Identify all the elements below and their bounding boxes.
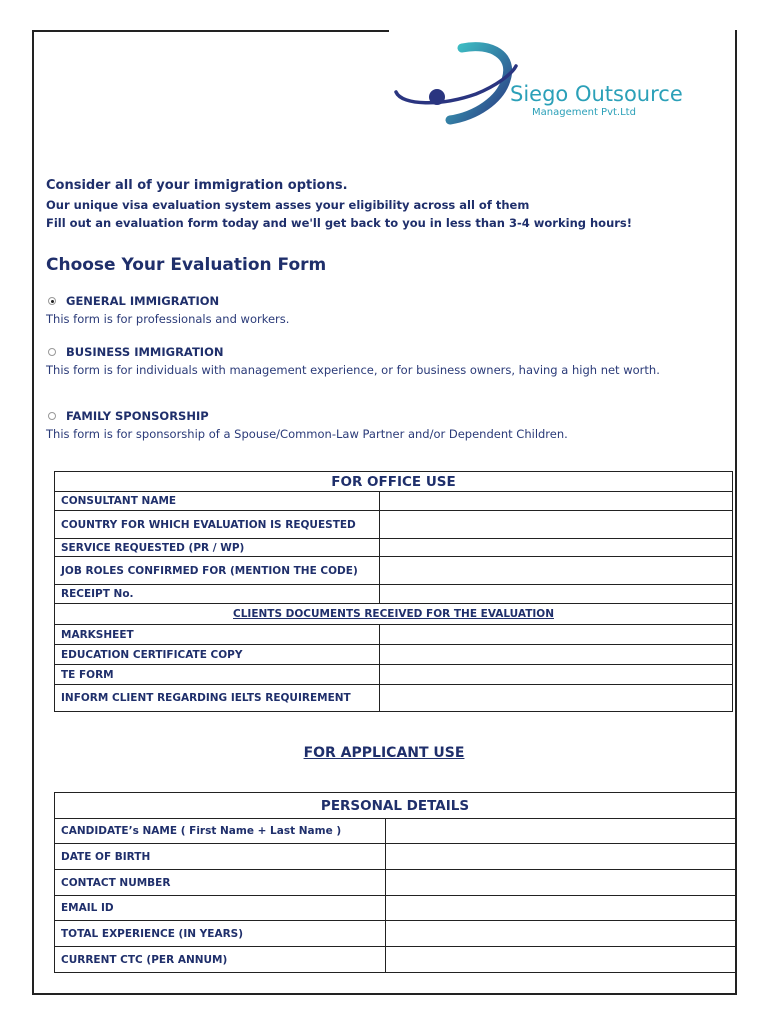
value-cell[interactable] (380, 665, 733, 685)
value-cell[interactable] (380, 685, 733, 712)
table-row (55, 819, 736, 844)
company-logo (392, 40, 722, 130)
table-row (55, 492, 733, 511)
value-cell[interactable] (380, 557, 733, 585)
table-row (55, 511, 733, 539)
option-label: GENERAL IMMIGRATION (66, 294, 220, 308)
intro-line-3: Fill out an evaluation form today and we'll get back to you in less than 3-4 working hours! (46, 216, 633, 230)
table-row (55, 844, 736, 870)
choose-form-title: Choose Your Evaluation Form (46, 255, 327, 275)
orbit-logo-icon (392, 40, 522, 130)
value-cell[interactable] (380, 511, 733, 539)
value-cell[interactable] (380, 585, 733, 604)
table-row (55, 870, 736, 896)
option-description: This form is for individuals with management experience, or for business owners, having a high net worth. (46, 363, 660, 377)
row-label: RECEIPT No. (55, 585, 380, 604)
table-row (55, 539, 733, 557)
row-label: COUNTRY FOR WHICH EVALUATION IS REQUESTED (55, 511, 380, 539)
row-label: CANDIDATE’s NAME ( First Name + Last Name ) (55, 819, 386, 844)
table-row (55, 665, 733, 685)
intro-line-1: Consider all of your immigration options. (46, 178, 348, 193)
office-use-table (54, 471, 733, 712)
table-row (55, 921, 736, 947)
intro-text (46, 178, 726, 234)
personal-details-table (54, 792, 736, 973)
value-cell[interactable] (380, 645, 733, 665)
table-row (55, 625, 733, 645)
value-cell[interactable] (380, 539, 733, 557)
radio-selected-icon[interactable] (48, 297, 56, 305)
row-label: MARKSHEET (55, 625, 380, 645)
option-general-immigration[interactable] (46, 294, 716, 326)
option-business-immigration[interactable] (46, 345, 716, 377)
email-input[interactable] (386, 896, 736, 921)
value-cell[interactable] (380, 492, 733, 511)
current-ctc-input[interactable] (386, 947, 736, 973)
table-row (55, 557, 733, 585)
row-label: SERVICE REQUESTED (PR / WP) (55, 539, 380, 557)
radio-unselected-icon[interactable] (48, 348, 56, 356)
date-of-birth-input[interactable] (386, 844, 736, 870)
row-label: TE FORM (55, 665, 380, 685)
total-experience-input[interactable] (386, 921, 736, 947)
table-row (55, 947, 736, 973)
page-border-bottom (32, 993, 737, 995)
candidate-name-input[interactable] (386, 819, 736, 844)
table-row (55, 645, 733, 665)
option-description: This form is for sponsorship of a Spouse/Common-Law Partner and/or Dependent Children. (46, 427, 568, 441)
row-label: INFORM CLIENT REGARDING IELTS REQUIREMENT (55, 685, 380, 712)
row-label: TOTAL EXPERIENCE (IN YEARS) (55, 921, 386, 947)
option-label: BUSINESS IMMIGRATION (66, 345, 224, 359)
applicant-use-title: FOR APPLICANT USE (303, 745, 465, 761)
row-label: DATE OF BIRTH (55, 844, 386, 870)
logo-company-name: Siego Outsource (510, 82, 683, 106)
page-border-left (32, 30, 34, 995)
table-row (55, 585, 733, 604)
radio-unselected-icon[interactable] (48, 412, 56, 420)
option-label: FAMILY SPONSORSHIP (66, 409, 209, 423)
option-description: This form is for professionals and workers. (46, 312, 290, 326)
option-family-sponsorship[interactable] (46, 409, 716, 441)
intro-line-2: Our unique visa evaluation system asses your eligibility across all of them (46, 198, 530, 212)
row-label: JOB ROLES CONFIRMED FOR (MENTION THE CODE) (55, 557, 380, 585)
row-label: CONTACT NUMBER (55, 870, 386, 896)
documents-received-title: CLIENTS DOCUMENTS RECEIVED FOR THE EVALUATION (55, 604, 733, 625)
office-use-title: FOR OFFICE USE (55, 472, 733, 492)
table-row (55, 896, 736, 921)
table-row (55, 685, 733, 712)
contact-number-input[interactable] (386, 870, 736, 896)
page-border-top (32, 30, 389, 32)
row-label: EMAIL ID (55, 896, 386, 921)
row-label: EDUCATION CERTIFICATE COPY (55, 645, 380, 665)
row-label: CURRENT CTC (PER ANNUM) (55, 947, 386, 973)
row-label: CONSULTANT NAME (55, 492, 380, 511)
logo-company-subtitle: Management Pvt.Ltd (532, 107, 636, 118)
personal-details-title: PERSONAL DETAILS (55, 793, 736, 819)
value-cell[interactable] (380, 625, 733, 645)
